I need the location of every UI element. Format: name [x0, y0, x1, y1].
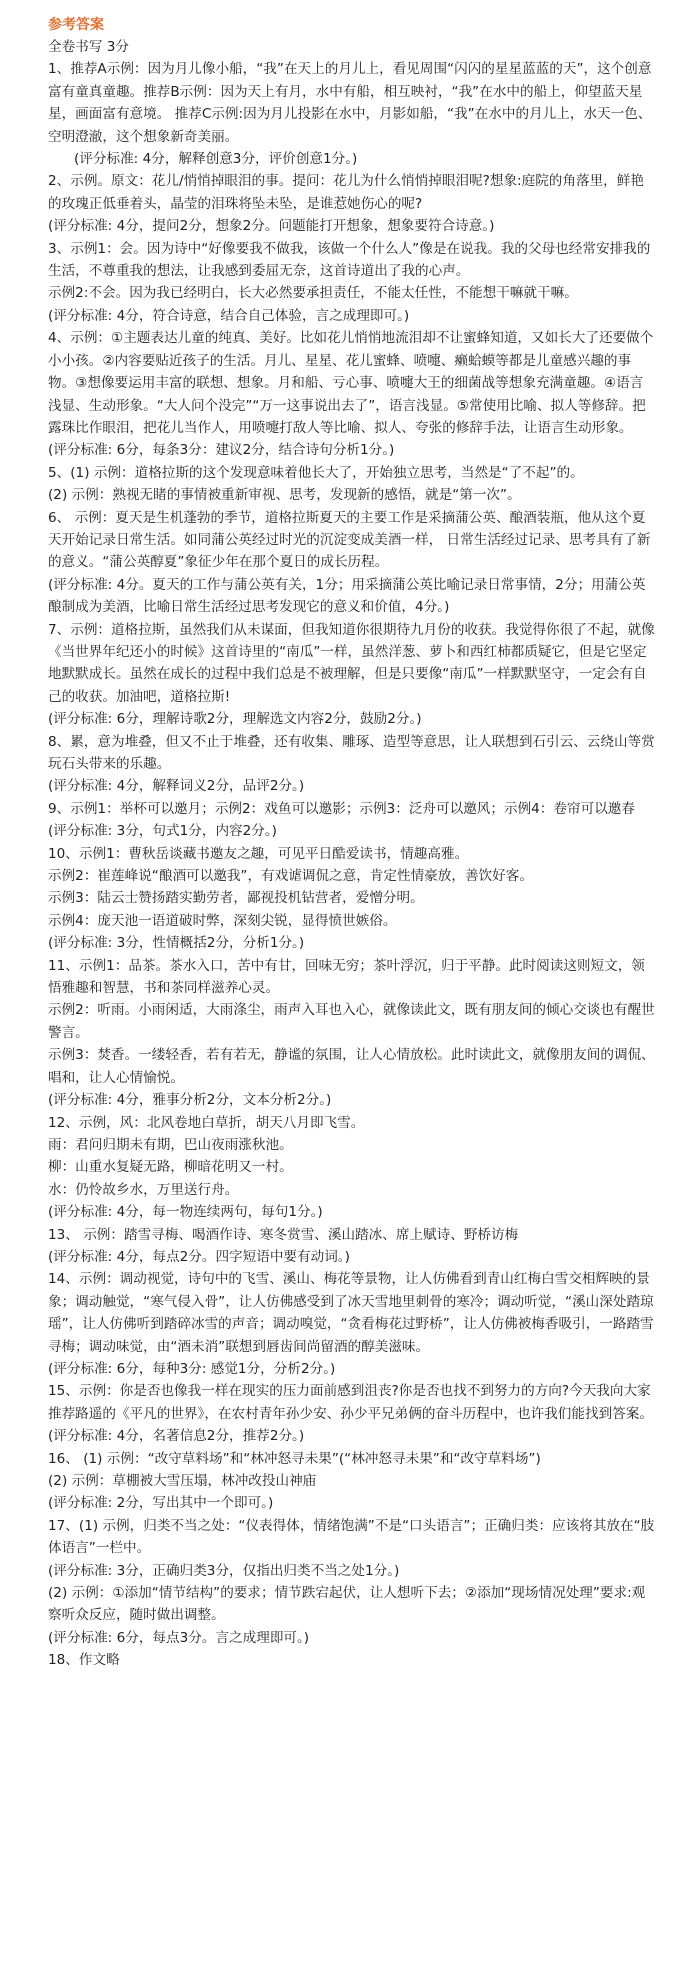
answer-15: 15、示例：你是否也像我一样在现实的压力面前感到沮丧?你是否也找不到努力的方向?今天我向大家推荐路遥的《平凡的世界》，在农村青年孙少安、孙少平兄弟俩的奋斗历程中，也许我们能找到答案。	[48, 1383, 653, 1422]
scoring-17-1: (评分标准: 3分，正确归类3分，仅指出归类不当之处1分。)	[48, 1562, 400, 1579]
answer-1: 1、推荐A示例：因为月儿像小船，“我”在天上的月儿上，看见周围“闪闪的星星蓝蓝的天”，这个创意富有童真童趣。推荐B示例：因为天上有月，水中有船，相互映衬，“我”在水中的船上，仰望蓝天星星，画面富有意境。 推荐C示例:因为月儿投影在水中，月影如船，“我”在水中的月儿上，水天一色、空明澄澈，这个想象新奇美丽。	[48, 61, 652, 145]
answer-5-2: (2) 示例：熟视无睹的事情被重新审视、思考，发现新的感悟，就是“第一次”。	[48, 487, 521, 504]
answer-3-example-1: 3、示例1：会。因为诗中“好像要我不做我，该做一个什么人”像是在说我。我的父母也经常安排我的生活，不尊重我的想法，让我感到委屈无奈，这首诗道出了我的心声。	[48, 240, 651, 280]
answer-10-example-1: 10、示例1：曹秋岳谈藏书邀友之趣，可见平日酷爱读书，情趣高雅。	[48, 845, 469, 862]
answer-body	[48, 36, 656, 1672]
scoring-15: (评分标准: 4分，名著信息2分，推荐2分。)	[48, 1428, 305, 1445]
answer-7: 7、示例：道格拉斯，虽然我们从未谋面，但我知道你很期待九月份的收获。我觉得你很了不起，就像《当世界年纪还小的时候》这首诗里的“南瓜”一样，虽然洋葱、萝卜和西红柿都质疑它，但是它坚定地默默成长。虽然在成长的过程中我们总是不被理解，但是只要像“南瓜”一样默默坚守，一定会有自己的收获。加油吧，道格拉斯!	[48, 621, 655, 705]
answer-4: 4、示例：①主题表达儿童的纯真、美好。比如花儿悄悄地流泪却不让蜜蜂知道，又如长大了还要做个小小孩。②内容要贴近孩子的生活。月儿、星星、花儿蜜蜂、喷嚏、癞蛤蟆等都是儿童感兴趣的事物。③想像要运用丰富的联想、想象。月和船、亏心事、喷嚏大王的细菌战等想象充满童趣。④语言浅显、生动形象。“大人问个没完”“万一这事说出去了”，语言浅显。⑤常使用比喻、拟人等修辞。把露珠比作眼泪，把花儿当作人，用喷嚏打敌人等比喻、拟人、夸张的修辞手法，让语言生动形象。	[48, 330, 654, 436]
scoring-14: (评分标准: 6分，每种3分: 感觉1分，分析2分。)	[48, 1360, 336, 1377]
answer-18: 18、作文略	[48, 1652, 120, 1669]
answer-12-rain: 雨：君问归期未有期，巴山夜雨涨秋池。	[48, 1136, 293, 1153]
answer-17-2: (2) 示例：①添加“情节结构”的要求；情节跌宕起伏，让人想听下去；②添加“现场情况处理”要求:观察听众反应，随时做出调整。	[48, 1585, 646, 1624]
scoring-7: (评分标准: 6分，理解诗歌2分，理解选文内容2分，鼓励2分。)	[48, 711, 422, 728]
scoring-13: (评分标准: 4分，每点2分。四字短语中要有动词。)	[48, 1248, 350, 1265]
answer-11-example-3: 示例3：焚香。一缕轻香，若有若无，静谧的氛围，让人心情放松。此时读此文，就像朋友间的调侃、唱和，让人心情愉悦。	[48, 1047, 655, 1086]
scoring-10: (评分标准: 3分，性情概括2分，分析1分。)	[48, 935, 305, 952]
scoring-2: (评分标准: 4分，提问2分，想象2分。问题能打开想象，想象要符合诗意。)	[48, 218, 495, 235]
scoring-9: (评分标准: 3分，句式1分，内容2分。)	[48, 823, 277, 840]
answer-10-example-3: 示例3：陆云士赞扬踏实勤劳者，鄙视投机钻营者，爱憎分明。	[48, 890, 424, 907]
answer-12-water: 水：仍怜故乡水，万里送行舟。	[48, 1181, 239, 1198]
answer-17-1: 17、(1) 示例，归类不当之处：“仪表得体，情绪饱满”不是“口头语言”；正确归类：应该将其放在“肢体语言”一栏中。	[48, 1517, 655, 1557]
answer-2: 2、示例。原文：花儿/悄悄掉眼泪的事。提问：花儿为什么悄悄掉眼泪呢?想象:庭院的角落里，鲜艳的玫瑰正低垂着头，晶莹的泪珠将坠未坠，是谁惹她伤心的呢?	[48, 173, 644, 212]
answer-12-wind: 12、示例，风：北风卷地白草折，胡天八月即飞雪。	[48, 1114, 365, 1131]
answer-8: 8、累，意为堆叠，但又不止于堆叠，还有收集、雕琢、造型等意思，让人联想到石引云、云绕山等赏玩石头带来的乐趣。	[48, 733, 655, 772]
doc-title: 参考答案	[48, 17, 104, 33]
answer-11-example-2: 示例2：听雨。小雨闲适，大雨涤尘，雨声入耳也入心，就像读此文，既有朋友间的倾心交谈也有醒世警言。	[48, 1002, 655, 1041]
answer-11-example-1: 11、示例1：品茶。茶水入口，苦中有甘，回味无穷；茶叶浮沉，归于平静。此时阅读这则短文，领悟雅趣和智慧，书和茶同样滋养心灵。	[48, 957, 645, 997]
scoring-17-2: (评分标准: 6分，每点3分。言之成理即可。)	[48, 1629, 310, 1646]
answer-10-example-4: 示例4：庞天池一语道破时弊，深刻尖锐，显得愤世嫉俗。	[48, 912, 397, 929]
answer-6: 6、 示例：夏天是生机蓬勃的季节，道格拉斯夏天的主要工作是采摘蒲公英、酿酒装瓶，他从这个夏天开始记录日常生活。如同蒲公英经过时光的沉淀变成美酒一样， 日常生活经过记录、思考具有了新的意义。“蒲公英醇夏”象征少年在那个夏日的成长历程。	[48, 509, 651, 571]
scoring-11: (评分标准: 4分，雅事分析2分，文本分析2分。)	[48, 1092, 332, 1109]
scoring-8: (评分标准: 4分，解释词义2分，品评2分。)	[48, 778, 305, 795]
scoring-12: (评分标准: 4分，每一物连续两句，每句1分。)	[48, 1204, 323, 1221]
total-writing-score: 全卷书写 3分	[48, 39, 129, 55]
scoring-16: (评分标准: 2分，写出其中一个即可。)	[48, 1495, 274, 1512]
answer-3-example-2: 示例2:不会。因为我已经明白，长大必然要承担责任，不能太任性，不能想干嘛就干嘛。	[48, 285, 578, 302]
answer-5-1: 5、(1) 示例：道格拉斯的这个发现意味着他长大了，开始独立思考，当然是“了不起”的。	[48, 464, 584, 481]
answer-14: 14、示例：调动视觉，诗句中的飞雪、溪山、梅花等景物，让人仿佛看到青山红梅白雪交相辉映的景象；调动触觉，“寒气侵入骨”，让人仿佛感受到了冰天雪地里刺骨的寒冷；调动听觉，“溪山深处踏琼瑶”，让人仿佛听到踏碎冰雪的声音；调动嗅觉，“贪看梅花过野桥”，让人仿佛被梅香吸引，一路踏雪寻梅；调动味觉，由“酒未消”联想到唇齿间尚留酒的醇美滋味。	[48, 1271, 654, 1355]
answer-16-2: (2) 示例：草棚被大雪压塌，林冲改投山神庙	[48, 1473, 317, 1489]
scoring-3: (评分标准: 4分，符合诗意，结合自己体验，言之成理即可。)	[48, 307, 410, 324]
answer-9: 9、示例1：举杯可以邀月；示例2：戏鱼可以邀影；示例3：泛舟可以邀风；示例4：卷帘可以邀春	[48, 800, 635, 817]
answer-10-example-2: 示例2：崔莲峰说“酿酒可以邀我”，有戏谑调侃之意，肯定性情豪放，善饮好客。	[48, 868, 533, 885]
answer-13: 13、 示例：踏雪寻梅、喝酒作诗、寒冬赏雪、溪山踏冰、席上赋诗、野桥访梅	[48, 1226, 519, 1243]
scoring-6: (评分标准: 4分。夏天的工作与蒲公英有关，1分；用采摘蒲公英比喻记录日常事情，2分；用蒲公英酿制成为美酒，比喻日常生活经过思考发现它的意义和价值，4分。)	[48, 576, 646, 616]
answer-12-willow: 柳：山重水复疑无路，柳暗花明又一村。	[48, 1159, 293, 1176]
scoring-1: (评分标准: 4分，解释创意3分，评价创意1分。)	[74, 151, 358, 168]
answer-16-1: 16、 (1) 示例：“改守草料场”和“林冲怒寻未果”(“林冲怒寻未果”和“改守草料场”)	[48, 1450, 541, 1467]
scoring-4: (评分标准: 6分，每条3分：建议2分，结合诗句分析1分。)	[48, 442, 395, 459]
